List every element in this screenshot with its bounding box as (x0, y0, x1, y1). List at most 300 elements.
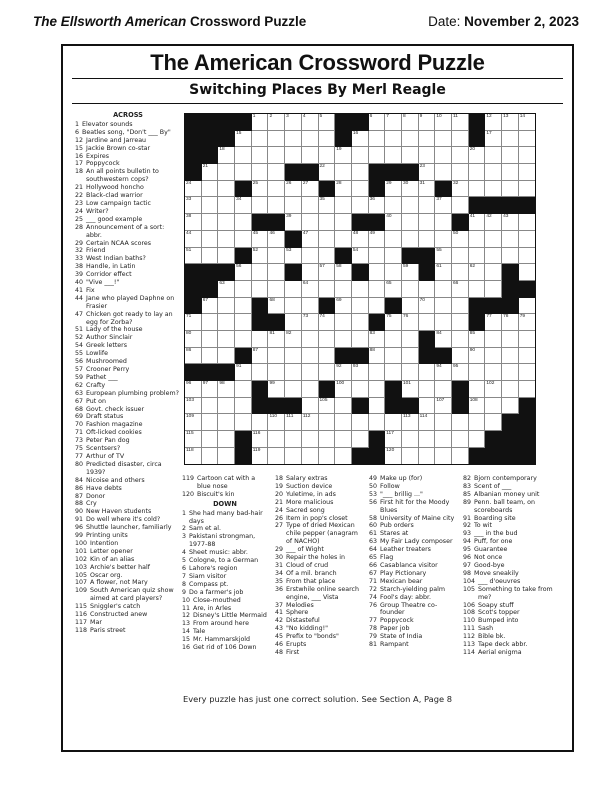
grid-cell[interactable] (419, 364, 436, 381)
grid-cell[interactable] (202, 231, 219, 248)
grid-cell[interactable] (385, 431, 402, 448)
grid-cell[interactable] (435, 414, 452, 431)
grid-cell[interactable] (502, 348, 519, 365)
grid-cell[interactable] (385, 131, 402, 148)
grid-cell[interactable] (369, 281, 386, 298)
grid-cell[interactable] (268, 331, 285, 348)
grid-cell[interactable] (319, 348, 336, 365)
grid-cell[interactable] (419, 147, 436, 164)
grid-cell[interactable] (469, 181, 486, 198)
grid-cell[interactable] (185, 231, 202, 248)
grid-cell[interactable] (235, 331, 252, 348)
grid-cell[interactable] (519, 231, 536, 248)
grid-cell[interactable] (502, 181, 519, 198)
grid-cell[interactable] (485, 114, 502, 131)
grid-cell[interactable] (235, 314, 252, 331)
grid-cell[interactable] (185, 331, 202, 348)
grid-cell[interactable] (185, 214, 202, 231)
grid-cell[interactable] (385, 348, 402, 365)
grid-cell[interactable] (252, 331, 269, 348)
grid-cell[interactable] (185, 448, 202, 465)
grid-cell[interactable] (235, 131, 252, 148)
grid-cell[interactable] (435, 114, 452, 131)
grid-cell[interactable] (419, 281, 436, 298)
grid-cell[interactable] (402, 364, 419, 381)
grid-cell[interactable] (268, 431, 285, 448)
grid-cell[interactable] (402, 414, 419, 431)
grid-cell[interactable] (502, 314, 519, 331)
grid-cell[interactable] (485, 164, 502, 181)
grid-cell[interactable] (402, 431, 419, 448)
grid-cell[interactable] (435, 281, 452, 298)
grid-cell[interactable] (352, 331, 369, 348)
grid-cell[interactable] (385, 281, 402, 298)
grid-cell[interactable] (302, 281, 319, 298)
grid-cell[interactable] (268, 298, 285, 315)
grid-cell[interactable] (402, 131, 419, 148)
grid-cell[interactable] (218, 214, 235, 231)
grid-cell[interactable] (319, 281, 336, 298)
grid-cell[interactable] (268, 281, 285, 298)
grid-cell[interactable] (469, 248, 486, 265)
grid-cell[interactable] (435, 298, 452, 315)
grid-cell[interactable] (452, 131, 469, 148)
grid-cell[interactable] (485, 348, 502, 365)
grid-cell[interactable] (452, 164, 469, 181)
grid-cell[interactable] (319, 231, 336, 248)
grid-cell[interactable] (302, 298, 319, 315)
grid-cell[interactable] (202, 214, 219, 231)
grid-cell[interactable] (218, 231, 235, 248)
grid-cell[interactable] (319, 431, 336, 448)
grid-cell[interactable] (452, 248, 469, 265)
grid-cell[interactable] (202, 164, 219, 181)
grid-cell[interactable] (385, 197, 402, 214)
grid-cell[interactable] (235, 398, 252, 415)
grid-cell[interactable] (419, 298, 436, 315)
grid-cell[interactable] (218, 398, 235, 415)
grid-cell[interactable] (218, 448, 235, 465)
grid-cell[interactable] (435, 231, 452, 248)
grid-cell[interactable] (285, 214, 302, 231)
grid-cell[interactable] (469, 431, 486, 448)
grid-cell[interactable] (385, 264, 402, 281)
grid-cell[interactable] (435, 364, 452, 381)
grid-cell[interactable] (319, 398, 336, 415)
grid-cell[interactable] (302, 131, 319, 148)
grid-cell[interactable] (235, 414, 252, 431)
grid-cell[interactable] (369, 398, 386, 415)
grid-cell[interactable] (402, 448, 419, 465)
grid-cell[interactable] (268, 248, 285, 265)
grid-cell[interactable] (385, 448, 402, 465)
grid-cell[interactable] (352, 364, 369, 381)
grid-cell[interactable] (352, 314, 369, 331)
grid-cell[interactable] (319, 164, 336, 181)
grid-cell[interactable] (519, 181, 536, 198)
grid-cell[interactable] (402, 197, 419, 214)
grid-cell[interactable] (519, 164, 536, 181)
grid-cell[interactable] (369, 414, 386, 431)
grid-cell[interactable] (202, 398, 219, 415)
grid-cell[interactable] (352, 147, 369, 164)
grid-cell[interactable] (469, 164, 486, 181)
grid-cell[interactable] (285, 281, 302, 298)
grid-cell[interactable] (252, 264, 269, 281)
grid-cell[interactable] (252, 181, 269, 198)
grid-cell[interactable] (218, 331, 235, 348)
grid-cell[interactable] (485, 414, 502, 431)
grid-cell[interactable] (519, 331, 536, 348)
grid-cell[interactable] (435, 248, 452, 265)
grid-cell[interactable] (502, 214, 519, 231)
grid-cell[interactable] (302, 231, 319, 248)
grid-cell[interactable] (185, 398, 202, 415)
grid-cell[interactable] (419, 181, 436, 198)
grid-cell[interactable] (335, 181, 352, 198)
grid-cell[interactable] (352, 381, 369, 398)
grid-cell[interactable] (352, 298, 369, 315)
grid-cell[interactable] (285, 114, 302, 131)
grid-cell[interactable] (385, 364, 402, 381)
grid-cell[interactable] (268, 181, 285, 198)
grid-cell[interactable] (185, 314, 202, 331)
grid-cell[interactable] (335, 197, 352, 214)
grid-cell[interactable] (319, 264, 336, 281)
grid-cell[interactable] (519, 248, 536, 265)
grid-cell[interactable] (302, 348, 319, 365)
grid-cell[interactable] (435, 331, 452, 348)
grid-cell[interactable] (268, 197, 285, 214)
grid-cell[interactable] (252, 231, 269, 248)
grid-cell[interactable] (235, 381, 252, 398)
grid-cell[interactable] (335, 264, 352, 281)
grid-cell[interactable] (302, 114, 319, 131)
grid-cell[interactable] (502, 248, 519, 265)
grid-cell[interactable] (469, 231, 486, 248)
grid-cell[interactable] (385, 331, 402, 348)
grid-cell[interactable] (402, 298, 419, 315)
grid-cell[interactable] (235, 264, 252, 281)
grid-cell[interactable] (435, 381, 452, 398)
grid-cell[interactable] (469, 398, 486, 415)
grid-cell[interactable] (335, 448, 352, 465)
grid-cell[interactable] (369, 114, 386, 131)
grid-cell[interactable] (352, 164, 369, 181)
grid-cell[interactable] (502, 114, 519, 131)
grid-cell[interactable] (302, 381, 319, 398)
grid-cell[interactable] (452, 298, 469, 315)
grid-cell[interactable] (302, 364, 319, 381)
grid-cell[interactable] (369, 331, 386, 348)
grid-cell[interactable] (202, 298, 219, 315)
grid-cell[interactable] (485, 147, 502, 164)
grid-cell[interactable] (435, 448, 452, 465)
grid-cell[interactable] (419, 131, 436, 148)
grid-cell[interactable] (302, 197, 319, 214)
grid-cell[interactable] (319, 214, 336, 231)
grid-cell[interactable] (302, 314, 319, 331)
grid-cell[interactable] (502, 164, 519, 181)
grid-cell[interactable] (419, 431, 436, 448)
grid-cell[interactable] (235, 364, 252, 381)
grid-cell[interactable] (452, 348, 469, 365)
grid-cell[interactable] (452, 414, 469, 431)
grid-cell[interactable] (419, 197, 436, 214)
grid-cell[interactable] (335, 281, 352, 298)
grid-cell[interactable] (485, 231, 502, 248)
grid-cell[interactable] (252, 164, 269, 181)
grid-cell[interactable] (202, 181, 219, 198)
grid-cell[interactable] (285, 197, 302, 214)
grid-cell[interactable] (519, 348, 536, 365)
grid-cell[interactable] (519, 314, 536, 331)
grid-cell[interactable] (218, 414, 235, 431)
grid-cell[interactable] (402, 181, 419, 198)
grid-cell[interactable] (385, 147, 402, 164)
grid-cell[interactable] (385, 181, 402, 198)
grid-cell[interactable] (335, 431, 352, 448)
grid-cell[interactable] (369, 364, 386, 381)
grid-cell[interactable] (485, 331, 502, 348)
grid-cell[interactable] (285, 381, 302, 398)
grid-cell[interactable] (268, 231, 285, 248)
grid-cell[interactable] (235, 214, 252, 231)
grid-cell[interactable] (419, 114, 436, 131)
grid-cell[interactable] (218, 281, 235, 298)
grid-cell[interactable] (185, 348, 202, 365)
grid-cell[interactable] (402, 264, 419, 281)
grid-cell[interactable] (319, 114, 336, 131)
grid-cell[interactable] (202, 331, 219, 348)
grid-cell[interactable] (435, 314, 452, 331)
grid-cell[interactable] (369, 131, 386, 148)
grid-cell[interactable] (202, 248, 219, 265)
grid-cell[interactable] (469, 281, 486, 298)
grid-cell[interactable] (369, 264, 386, 281)
grid-cell[interactable] (319, 414, 336, 431)
grid-cell[interactable] (252, 147, 269, 164)
grid-cell[interactable] (252, 364, 269, 381)
grid-cell[interactable] (268, 114, 285, 131)
grid-cell[interactable] (469, 331, 486, 348)
grid-cell[interactable] (369, 147, 386, 164)
grid-cell[interactable] (485, 364, 502, 381)
grid-cell[interactable] (502, 231, 519, 248)
grid-cell[interactable] (435, 197, 452, 214)
grid-cell[interactable] (485, 131, 502, 148)
grid-cell[interactable] (302, 147, 319, 164)
grid-cell[interactable] (352, 181, 369, 198)
grid-cell[interactable] (452, 314, 469, 331)
grid-cell[interactable] (285, 448, 302, 465)
grid-cell[interactable] (335, 364, 352, 381)
grid-cell[interactable] (319, 248, 336, 265)
grid-cell[interactable] (319, 448, 336, 465)
grid-cell[interactable] (502, 398, 519, 415)
grid-cell[interactable] (485, 314, 502, 331)
grid-cell[interactable] (335, 147, 352, 164)
grid-cell[interactable] (485, 214, 502, 231)
grid-cell[interactable] (218, 298, 235, 315)
grid-cell[interactable] (202, 381, 219, 398)
grid-cell[interactable] (235, 197, 252, 214)
grid-cell[interactable] (285, 298, 302, 315)
grid-cell[interactable] (252, 131, 269, 148)
grid-cell[interactable] (252, 431, 269, 448)
grid-cell[interactable] (302, 398, 319, 415)
grid-cell[interactable] (302, 248, 319, 265)
grid-cell[interactable] (402, 331, 419, 348)
grid-cell[interactable] (268, 414, 285, 431)
grid-cell[interactable] (435, 147, 452, 164)
grid-cell[interactable] (252, 448, 269, 465)
grid-cell[interactable] (402, 348, 419, 365)
grid-cell[interactable] (235, 147, 252, 164)
grid-cell[interactable] (335, 214, 352, 231)
grid-cell[interactable] (252, 414, 269, 431)
grid-cell[interactable] (218, 348, 235, 365)
grid-cell[interactable] (335, 331, 352, 348)
grid-cell[interactable] (369, 298, 386, 315)
grid-cell[interactable] (319, 197, 336, 214)
grid-cell[interactable] (352, 281, 369, 298)
grid-cell[interactable] (402, 381, 419, 398)
grid-cell[interactable] (319, 364, 336, 381)
grid-cell[interactable] (519, 131, 536, 148)
grid-cell[interactable] (185, 181, 202, 198)
grid-cell[interactable] (302, 414, 319, 431)
grid-cell[interactable] (485, 398, 502, 415)
grid-cell[interactable] (385, 414, 402, 431)
grid-cell[interactable] (202, 414, 219, 431)
grid-cell[interactable] (268, 131, 285, 148)
grid-cell[interactable] (469, 414, 486, 431)
grid-cell[interactable] (235, 164, 252, 181)
grid-cell[interactable] (469, 364, 486, 381)
grid-cell[interactable] (202, 348, 219, 365)
grid-cell[interactable] (302, 214, 319, 231)
grid-cell[interactable] (335, 314, 352, 331)
grid-cell[interactable] (519, 381, 536, 398)
grid-cell[interactable] (285, 364, 302, 381)
grid-cell[interactable] (218, 248, 235, 265)
grid-cell[interactable] (519, 264, 536, 281)
grid-cell[interactable] (302, 264, 319, 281)
grid-cell[interactable] (319, 331, 336, 348)
grid-cell[interactable] (419, 164, 436, 181)
grid-cell[interactable] (235, 298, 252, 315)
grid-cell[interactable] (202, 448, 219, 465)
grid-cell[interactable] (335, 231, 352, 248)
grid-cell[interactable] (335, 164, 352, 181)
grid-cell[interactable] (335, 298, 352, 315)
grid-cell[interactable] (402, 214, 419, 231)
grid-cell[interactable] (302, 431, 319, 448)
grid-cell[interactable] (185, 431, 202, 448)
grid-cell[interactable] (419, 231, 436, 248)
grid-cell[interactable] (385, 114, 402, 131)
grid-cell[interactable] (185, 414, 202, 431)
grid-cell[interactable] (352, 248, 369, 265)
grid-cell[interactable] (402, 231, 419, 248)
crossword-grid[interactable] (184, 113, 536, 465)
grid-cell[interactable] (469, 214, 486, 231)
grid-cell[interactable] (419, 381, 436, 398)
grid-cell[interactable] (419, 398, 436, 415)
grid-cell[interactable] (385, 248, 402, 265)
grid-cell[interactable] (519, 114, 536, 131)
grid-cell[interactable] (485, 264, 502, 281)
grid-cell[interactable] (335, 398, 352, 415)
grid-cell[interactable] (519, 214, 536, 231)
grid-cell[interactable] (452, 114, 469, 131)
grid-cell[interactable] (502, 381, 519, 398)
grid-cell[interactable] (218, 314, 235, 331)
grid-cell[interactable] (435, 431, 452, 448)
grid-cell[interactable] (469, 264, 486, 281)
grid-cell[interactable] (419, 448, 436, 465)
grid-cell[interactable] (285, 331, 302, 348)
grid-cell[interactable] (419, 414, 436, 431)
grid-cell[interactable] (469, 348, 486, 365)
grid-cell[interactable] (202, 197, 219, 214)
grid-cell[interactable] (485, 281, 502, 298)
grid-cell[interactable] (285, 248, 302, 265)
grid-cell[interactable] (285, 147, 302, 164)
grid-cell[interactable] (452, 431, 469, 448)
grid-cell[interactable] (252, 348, 269, 365)
grid-cell[interactable] (369, 381, 386, 398)
grid-cell[interactable] (252, 248, 269, 265)
grid-cell[interactable] (302, 331, 319, 348)
grid-cell[interactable] (519, 147, 536, 164)
grid-cell[interactable] (319, 131, 336, 148)
grid-cell[interactable] (218, 164, 235, 181)
grid-cell[interactable] (519, 298, 536, 315)
grid-cell[interactable] (218, 381, 235, 398)
grid-cell[interactable] (485, 248, 502, 265)
grid-cell[interactable] (268, 364, 285, 381)
grid-cell[interactable] (285, 348, 302, 365)
grid-cell[interactable] (452, 181, 469, 198)
grid-cell[interactable] (452, 364, 469, 381)
grid-cell[interactable] (202, 314, 219, 331)
grid-cell[interactable] (252, 114, 269, 131)
grid-cell[interactable] (268, 381, 285, 398)
grid-cell[interactable] (452, 231, 469, 248)
grid-cell[interactable] (435, 264, 452, 281)
grid-cell[interactable] (185, 381, 202, 398)
grid-cell[interactable] (369, 197, 386, 214)
grid-cell[interactable] (435, 131, 452, 148)
grid-cell[interactable] (469, 381, 486, 398)
grid-cell[interactable] (435, 398, 452, 415)
grid-cell[interactable] (402, 114, 419, 131)
grid-cell[interactable] (369, 231, 386, 248)
grid-cell[interactable] (519, 364, 536, 381)
grid-cell[interactable] (502, 131, 519, 148)
grid-cell[interactable] (285, 181, 302, 198)
grid-cell[interactable] (452, 448, 469, 465)
grid-cell[interactable] (268, 164, 285, 181)
grid-cell[interactable] (385, 214, 402, 231)
grid-cell[interactable] (335, 414, 352, 431)
grid-cell[interactable] (285, 314, 302, 331)
grid-cell[interactable] (235, 231, 252, 248)
grid-cell[interactable] (335, 381, 352, 398)
grid-cell[interactable] (319, 147, 336, 164)
